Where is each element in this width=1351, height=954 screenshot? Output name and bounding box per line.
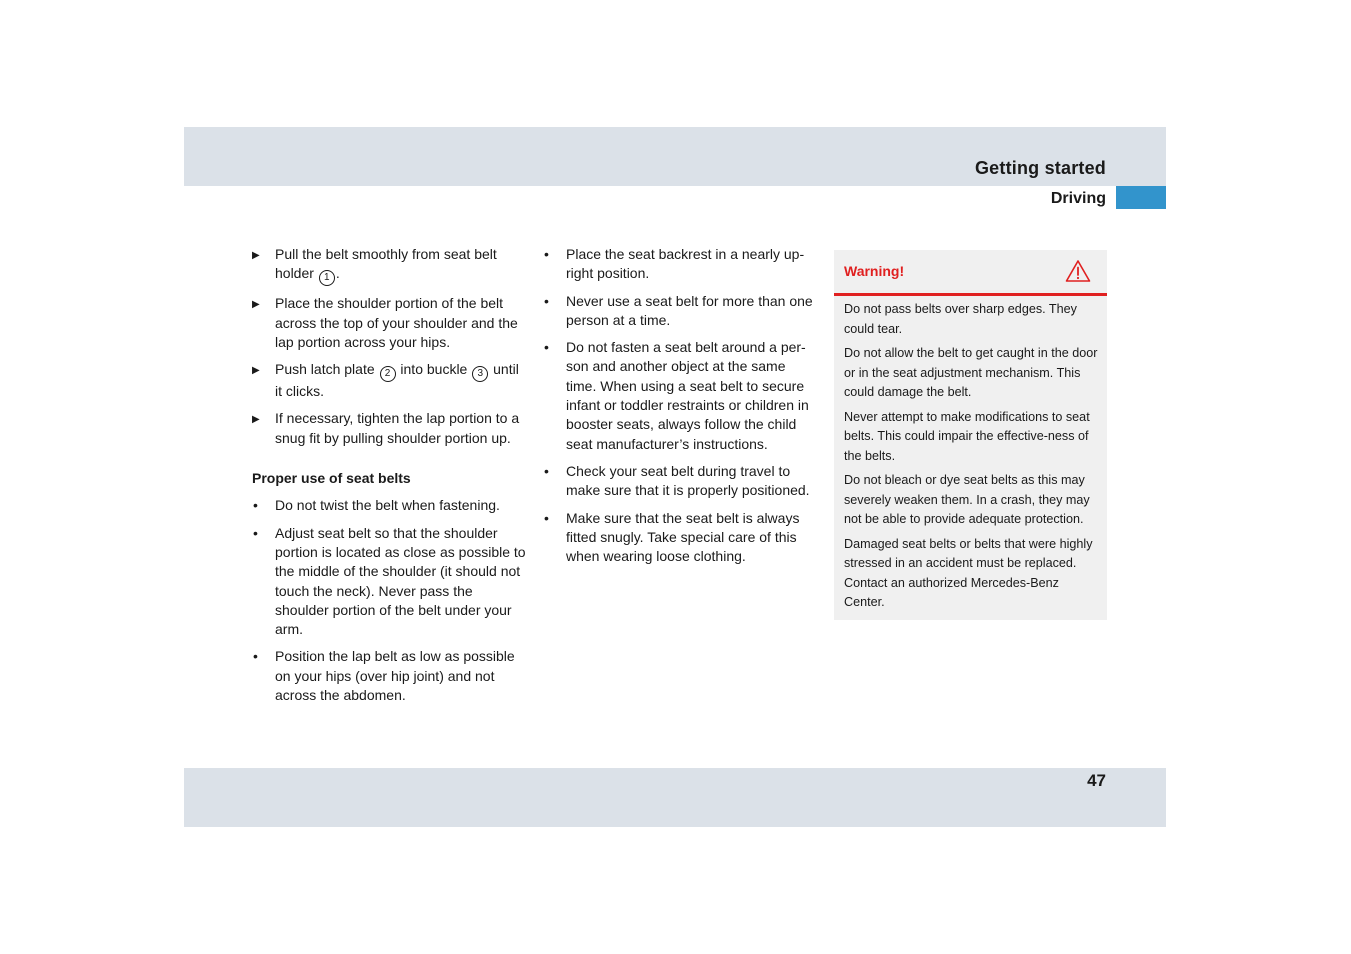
bullet-icon: • (544, 339, 549, 356)
step-text: Push latch plate 2 into buckle 3 until it clicks. (275, 361, 519, 400)
bullet-item (252, 496, 527, 515)
warning-box (834, 250, 1107, 620)
step-arrow-icon: ▶ (252, 250, 260, 261)
step-item (252, 245, 527, 286)
middle-column (543, 245, 819, 574)
bullet-item (252, 647, 527, 705)
bullet-text: Place the seat backrest in a nearly up-right position. (566, 246, 805, 282)
callout-marker: 2 (380, 366, 396, 382)
section-title: Driving (1050, 190, 1106, 207)
warning-paragraph: Damaged seat belts or belts that were highly stressed in an accident must be replaced. Contact an authorized Mercedes-Benz Center. (844, 536, 1093, 609)
chapter-title: Getting started (974, 158, 1106, 178)
left-column (252, 245, 527, 713)
callout-marker: 3 (472, 366, 488, 382)
warning-header (834, 250, 1107, 296)
warning-paragraph: Do not pass belts over sharp edges. They could tear. (844, 302, 1077, 336)
bullet-text: Position the lap belt as low as possible on your hips (over hip joint) and not across the abdomen. (275, 648, 515, 704)
bullet-item (543, 509, 819, 567)
warning-paragraph: Never attempt to make modifications to seat belts. This could impair the effective-ness of the belts. (844, 409, 1090, 463)
warning-paragraph: Do not bleach or dye seat belts as this may severely weaken them. In a crash, they may not be able to provide adequate protection. (844, 473, 1090, 526)
warning-paragraph: Do not allow the belt to get caught in the door or in the seat adjustment mechanism. This could damage the belt. (844, 346, 1098, 399)
section-tab-marker (1116, 186, 1166, 209)
warning-body (834, 296, 1107, 613)
bullet-item (543, 245, 819, 284)
step-item (252, 294, 527, 352)
bullet-text: Do not twist the belt when fastening. (275, 497, 500, 514)
callout-marker: 1 (319, 270, 335, 286)
warning-title: Warning! (844, 263, 905, 279)
step-text: Place the shoulder portion of the belt across the top of your shoulder and the lap portion across your hips. (275, 295, 518, 350)
footer-band (184, 768, 1166, 827)
bullet-icon: • (544, 246, 549, 262)
step-arrow-icon: ▶ (252, 299, 260, 311)
bullet-text: Make sure that the seat belt is always fitted snugly. Take special care of this when wearing loose clothing. (566, 509, 800, 565)
warning-triangle-icon (1065, 259, 1091, 283)
step-text: If necessary, tighten the lap portion to a snug fit by pulling shoulder portion up. (275, 410, 520, 446)
bullet-text: Check your seat belt during travel to make sure that it is properly positioned. (566, 462, 810, 499)
bullet-item (252, 524, 527, 640)
step-text: Pull the belt smoothly from seat belt holder 1 . (275, 246, 497, 281)
bullet-text: Do not fasten a seat belt around a per-son and another object at the same time. When using a seat belt to secure infant or toddler restraints or children in booster seats, always follow the child seat manufacturer’s instructions. (566, 339, 809, 452)
step-item (252, 409, 527, 448)
bullet-item (543, 462, 819, 501)
bullet-icon: • (544, 292, 549, 309)
step-item (252, 360, 527, 401)
step-arrow-icon: ▶ (252, 414, 260, 426)
bullet-icon: • (544, 462, 549, 479)
bullet-item (543, 338, 819, 454)
bullet-text: Adjust seat belt so that the shoulder portion is located as close as possible to the middle of the shoulder (it should not touch the neck). Never pass the shoulder portion of the belt under your arm. (275, 524, 526, 638)
step-arrow-icon: ▶ (252, 365, 260, 377)
bullet-item (543, 292, 819, 331)
bullet-text: Never use a seat belt for more than one person at a time. (566, 292, 813, 328)
bullet-icon: • (253, 648, 258, 665)
bullet-icon: • (544, 509, 549, 526)
bullet-icon: • (253, 497, 258, 514)
page-number: 47 (1087, 771, 1106, 790)
subheading: Proper use of seat belts (252, 470, 411, 487)
bullet-icon: • (253, 524, 258, 541)
